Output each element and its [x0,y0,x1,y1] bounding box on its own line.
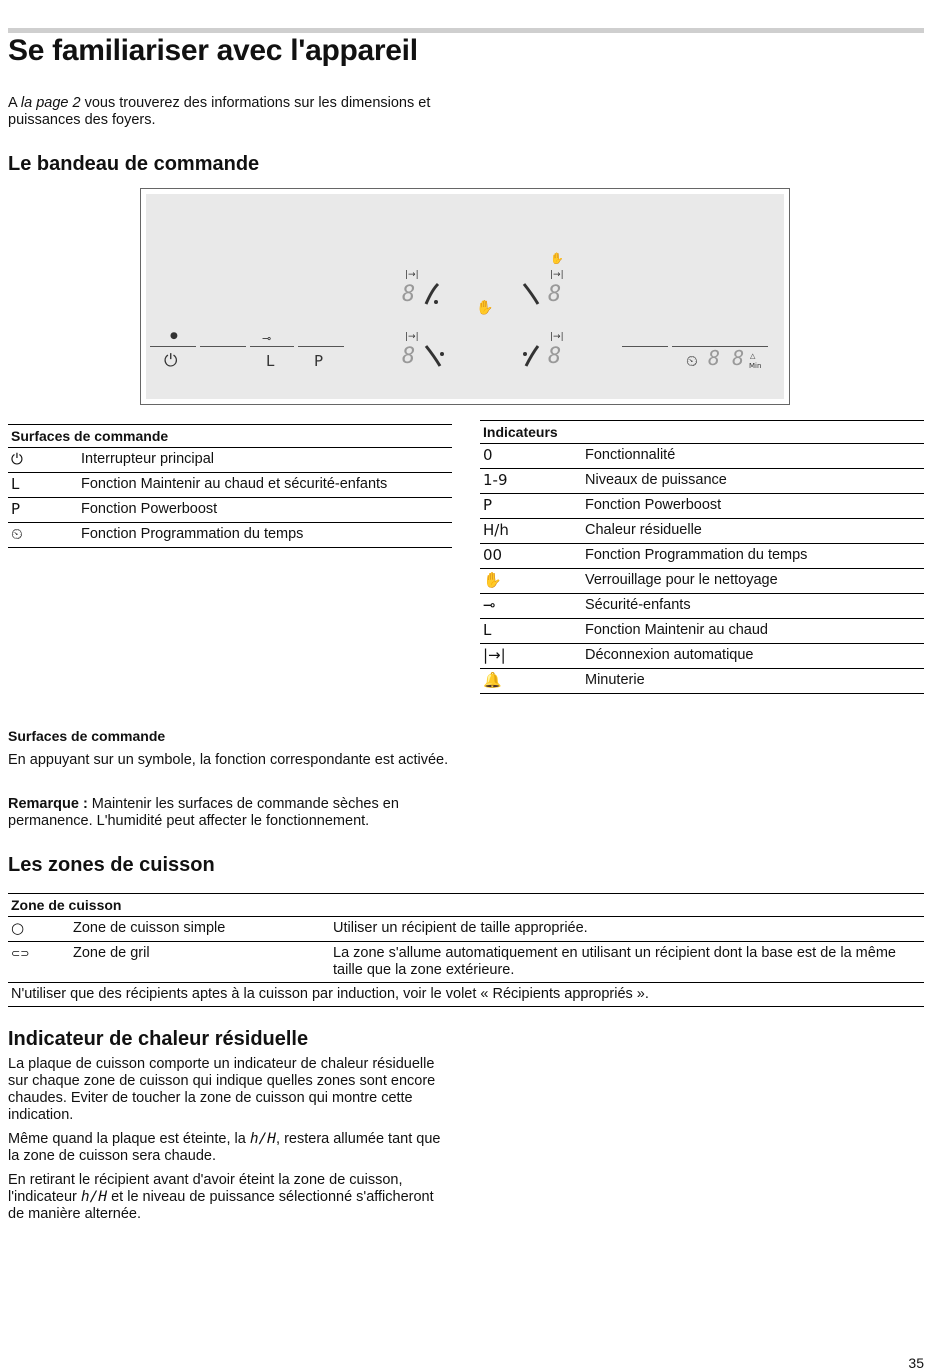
zone-slider-bottom-right[interactable] [520,344,550,372]
bell-icon: △ [750,352,756,360]
keepwarm-icon: L [483,621,492,639]
row-label: Déconnexion automatique [582,644,924,669]
zone-slider-top-right[interactable] [520,282,550,310]
row-label: Fonction Powerboost [582,494,924,519]
table-row [8,917,924,942]
remark-text: Maintenir les surfaces de commande sèches en permanence. L'humidité peut affecter le fonctionnement. [8,796,399,829]
panel-divider [200,346,246,347]
row-label: Fonction Powerboost [78,498,452,523]
indicateurs-table-header: Indicateurs [480,421,924,444]
grill-zone-icon: ⊂⊃ [11,947,30,960]
powerboost-icon: P [483,496,493,514]
timer-button[interactable]: ⏲ [686,352,698,370]
panel-divider [250,346,294,347]
zone-name: Zone de cuisson simple [70,917,330,942]
auto-off-icon: |→| [550,332,564,342]
top-rule [8,28,924,33]
section-heading-zones: Les zones de cuisson [8,854,215,876]
intro-suffix: vous trouverez des informations sur les dimensions et puissances des foyers. [8,95,431,128]
remark-paragraph [8,796,453,830]
keepwarm-button[interactable]: L [266,352,275,370]
row-label: Interrupteur principal [78,448,452,473]
timer-display: 8 8 [708,346,745,370]
table-row [8,498,452,523]
residual-p2-start: Même quand la plaque est éteinte, la [8,1131,250,1147]
keepwarm-icon: L [11,475,20,493]
panel-divider [298,346,344,347]
cleaning-lock-button[interactable]: ✋ [476,300,494,316]
zone-display-bottom-left: 8 [402,344,416,369]
row-label: Fonction Programmation du temps [582,544,924,569]
zones-table-header: Zone de cuisson [8,894,924,917]
zone-display-top-left: 8 [402,282,416,307]
power-icon: ⏻ [11,450,23,468]
row-label: Minuterie [582,669,924,694]
table-row [8,983,924,1007]
zone-description: La zone s'allume automatiquement en utilisant un récipient dont la base est de la même taille que la zone extérieure. [330,942,924,983]
row-label: Fonction Programmation du temps [78,523,452,548]
table-row [8,523,452,548]
auto-off-icon: |→| [405,270,419,280]
panel-divider [622,346,668,347]
cleaning-lock-icon: ✋ [550,252,564,265]
zone-display-bottom-right: 8 [548,344,562,369]
page-number: 35 [908,1355,924,1371]
residual-paragraph-3 [8,1172,453,1223]
timer-digits-icon: 00 [483,546,503,564]
table-row [8,942,924,983]
surfaces-table-header: Surfaces de commande [8,425,452,448]
table-row [480,519,924,544]
auto-off-icon: |→| [550,270,564,280]
control-panel-surface [146,194,784,399]
key-icon: ⊸ [262,332,272,345]
residual-heat-icon: H/h [483,521,509,539]
control-panel-illustration [140,188,790,405]
section-heading-residual: Indicateur de chaleur résiduelle [8,1028,309,1050]
row-label: Verrouillage pour le nettoyage [582,569,924,594]
zone-name: Zone de gril [70,942,330,983]
residual-heat-symbol: h/H [249,1131,277,1147]
table-row [480,544,924,569]
table-row [480,469,924,494]
key-icon: ⊸ [483,596,496,614]
residual-p3-start: En retirant le récipient avant d'avoir éteint la zone de cuisson, l'indicateur [8,1172,403,1205]
table-row [480,669,924,694]
zone-description: Utiliser un récipient de taille appropriée. [330,917,924,942]
bell-icon: 🔔 [483,671,502,689]
surfaces-paragraph: En appuyant sur un symbole, la fonction correspondante est activée. [8,752,449,768]
auto-off-icon: |→| [405,332,419,342]
row-label: Fonction Maintenir au chaud et sécurité-enfants [78,473,452,498]
section-heading-bandeau: Le bandeau de commande [8,153,260,175]
zone-slider-bottom-left[interactable] [422,344,452,372]
row-label: Fonctionnalité [582,444,924,469]
residual-paragraph-1: La plaque de cuisson comporte un indicateur de chaleur résiduelle sur chaque zone de cuisson qui indique quelles zones sont encore chaudes. Eviter de toucher la zone de cuisson qui montre cette indication. [8,1056,436,1123]
powerboost-icon: P [11,500,21,518]
table-row [480,494,924,519]
zones-footer-note: N'utiliser que des récipients aptes à la cuisson par induction, voir le volet « Récipients appropriés ». [8,983,924,1007]
surfaces-subheading: Surfaces de commande [8,728,166,744]
indicateurs-table [480,420,924,694]
residual-paragraph-2 [8,1131,453,1165]
auto-off-icon: |→| [483,646,506,664]
table-row [480,644,924,669]
surfaces-table [8,424,452,548]
panel-divider [150,346,196,347]
intro-paragraph [8,95,453,129]
intro-prefix: A [8,95,21,111]
residual-p3-end: et le niveau de puissance sélectionné s'afficheront de manière alternée. [8,1189,434,1222]
circle-icon: ○ [11,919,25,937]
min-label: Min [749,362,762,370]
levels-icon: 1-9 [483,471,508,489]
table-row [8,448,452,473]
power-button[interactable]: ⏻ [164,351,178,371]
indicator-dot-icon: ● [170,331,178,341]
row-label: Sécurité-enfants [582,594,924,619]
page-link[interactable]: la page 2 [20,95,81,111]
timer-icon: ⏲ [11,525,23,543]
row-label: Chaleur résiduelle [582,519,924,544]
cleaning-lock-icon: ✋ [483,571,502,589]
powerboost-button[interactable]: P [314,352,324,370]
remark-label: Remarque : [8,796,88,812]
page-title: Se familiariser avec l'appareil [8,34,418,67]
zones-table [8,893,924,1007]
row-label: Niveaux de puissance [582,469,924,494]
residual-p2-end: , restera allumée tant que la zone de cuisson sera chaude. [8,1131,441,1164]
table-row [480,444,924,469]
zone-display-top-right: 8 [548,282,562,307]
table-row [8,473,452,498]
table-row [480,569,924,594]
table-row [480,594,924,619]
table-row [480,619,924,644]
residual-heat-symbol: h/H [80,1189,108,1205]
zero-icon: 0 [483,446,493,464]
zone-slider-top-left[interactable] [422,282,452,310]
row-label: Fonction Maintenir au chaud [582,619,924,644]
